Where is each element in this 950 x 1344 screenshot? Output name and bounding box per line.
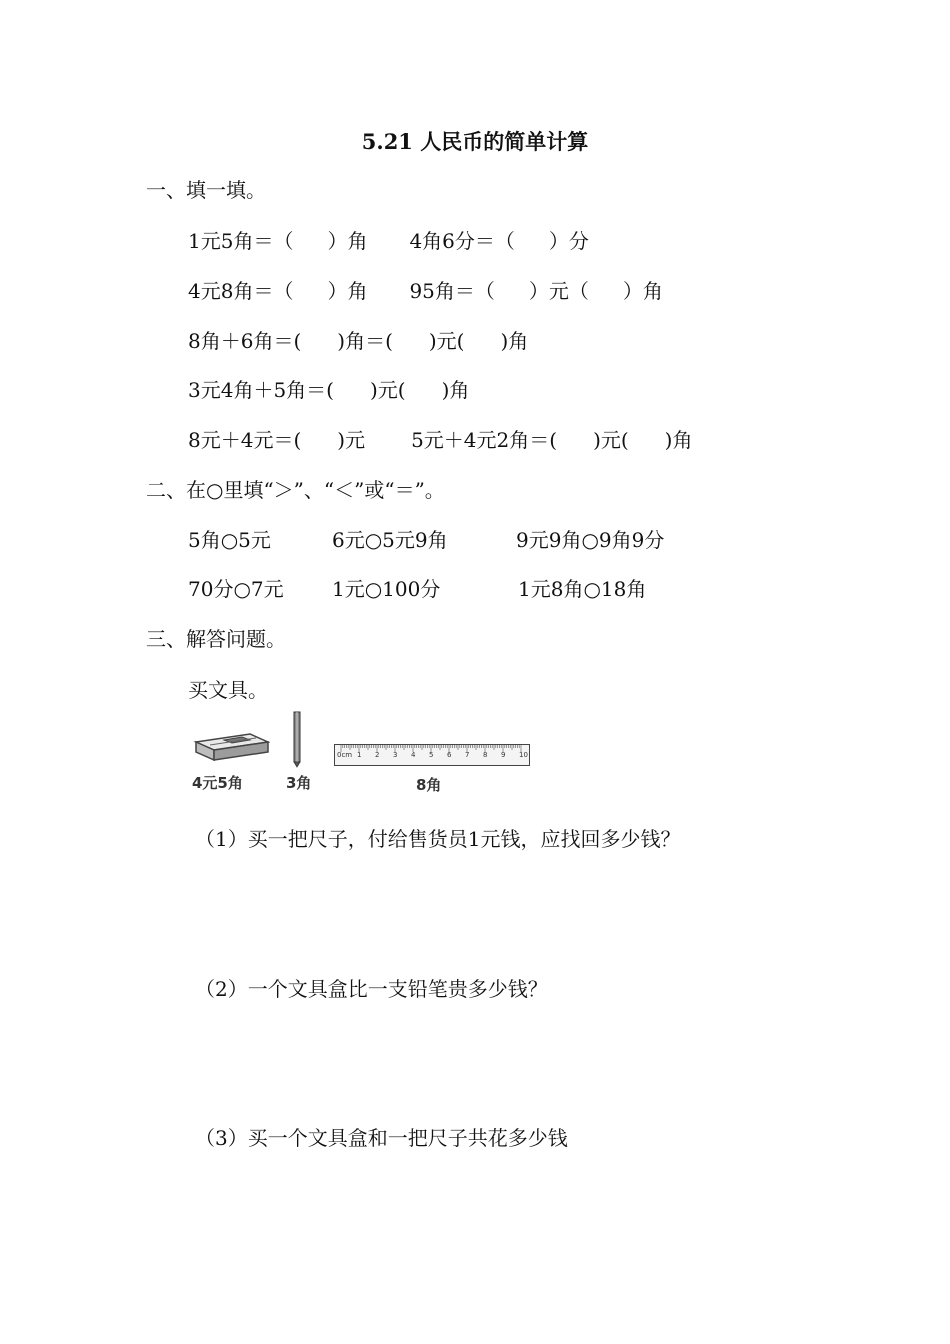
- fill-text: )角: [664, 428, 693, 452]
- ruler-label: 8: [483, 751, 488, 759]
- fill-text: ）角: [327, 279, 368, 303]
- ruler-label: 0cm: [337, 751, 353, 759]
- fill-text: ）分: [548, 229, 589, 253]
- fill-text: )元(: [369, 378, 406, 402]
- pencil-price: 3角: [286, 774, 312, 792]
- fill-text: )角＝(: [337, 329, 393, 353]
- pencil-icon: [290, 710, 304, 768]
- section2-heading: 二、在○里填“＞”、“＜”或“＝”。: [146, 478, 445, 502]
- section3-heading: 三、解答问题。: [146, 627, 286, 651]
- section1-heading: 一、填一填。: [146, 178, 266, 202]
- compare-item: 5角○5元: [188, 528, 271, 552]
- fill-text: 4元8角＝（: [188, 279, 294, 303]
- fill-text: )角: [441, 378, 470, 402]
- fill-row-5: [188, 426, 692, 454]
- fill-text: ）角: [622, 279, 663, 303]
- fill-text: 8角＋6角＝(: [188, 329, 302, 353]
- ruler-label: 6: [447, 751, 452, 759]
- ruler-labels: [335, 751, 528, 761]
- ruler-label: 1: [357, 751, 362, 759]
- fill-text: ）角: [327, 229, 368, 253]
- ruler-label: 9: [501, 751, 506, 759]
- fill-text: )角: [500, 329, 529, 353]
- fill-row-2: [188, 277, 663, 305]
- fill-text: 8元＋4元＝(: [188, 428, 302, 452]
- ruler-label: 2: [375, 751, 380, 759]
- ruler-label: 4: [411, 751, 416, 759]
- fill-text: 5元＋4元2角＝(: [411, 428, 558, 452]
- stationery-items: [190, 708, 550, 798]
- compare-item: 1元○100分: [332, 577, 441, 601]
- pencil-box-price: 4元5角: [192, 774, 243, 792]
- fill-row-1: [188, 227, 589, 255]
- fill-text: )元: [337, 428, 366, 452]
- ruler-label: 5: [429, 751, 434, 759]
- question-1: （1）买一把尺子，付给售货员1元钱，应找回多少钱？: [195, 827, 681, 851]
- section3-subheading: 买文具。: [188, 678, 268, 702]
- fill-row-4: [188, 376, 469, 404]
- ruler-price: 8角: [416, 776, 442, 794]
- fill-text: )元(: [428, 329, 465, 353]
- ruler-label: 10: [519, 751, 528, 759]
- fill-text: 3元4角＋5角＝(: [188, 378, 334, 402]
- pencil-box-icon: [190, 728, 270, 764]
- fill-text: 4角6分＝（: [409, 229, 515, 253]
- fill-row-3: [188, 327, 528, 355]
- compare-item: 70分○7元: [188, 577, 284, 601]
- fill-text: 95角＝（: [409, 279, 495, 303]
- ruler-label: 7: [465, 751, 470, 759]
- fill-text: ）元（: [528, 279, 589, 303]
- fill-text: )元(: [593, 428, 629, 452]
- compare-item: 1元8角○18角: [518, 577, 647, 601]
- fill-text: 1元5角＝（: [188, 229, 294, 253]
- compare-item: 6元○5元9角: [332, 528, 448, 552]
- ruler-label: 3: [393, 751, 398, 759]
- compare-item: 9元9角○9角9分: [516, 528, 665, 552]
- question-3: （3）买一个文具盒和一把尺子共花多少钱: [195, 1126, 568, 1150]
- question-2: （2）一个文具盒比一支铅笔贵多少钱？: [195, 977, 548, 1001]
- page-title: 5.21 人民币的简单计算: [361, 129, 589, 154]
- ruler-icon: [334, 744, 530, 766]
